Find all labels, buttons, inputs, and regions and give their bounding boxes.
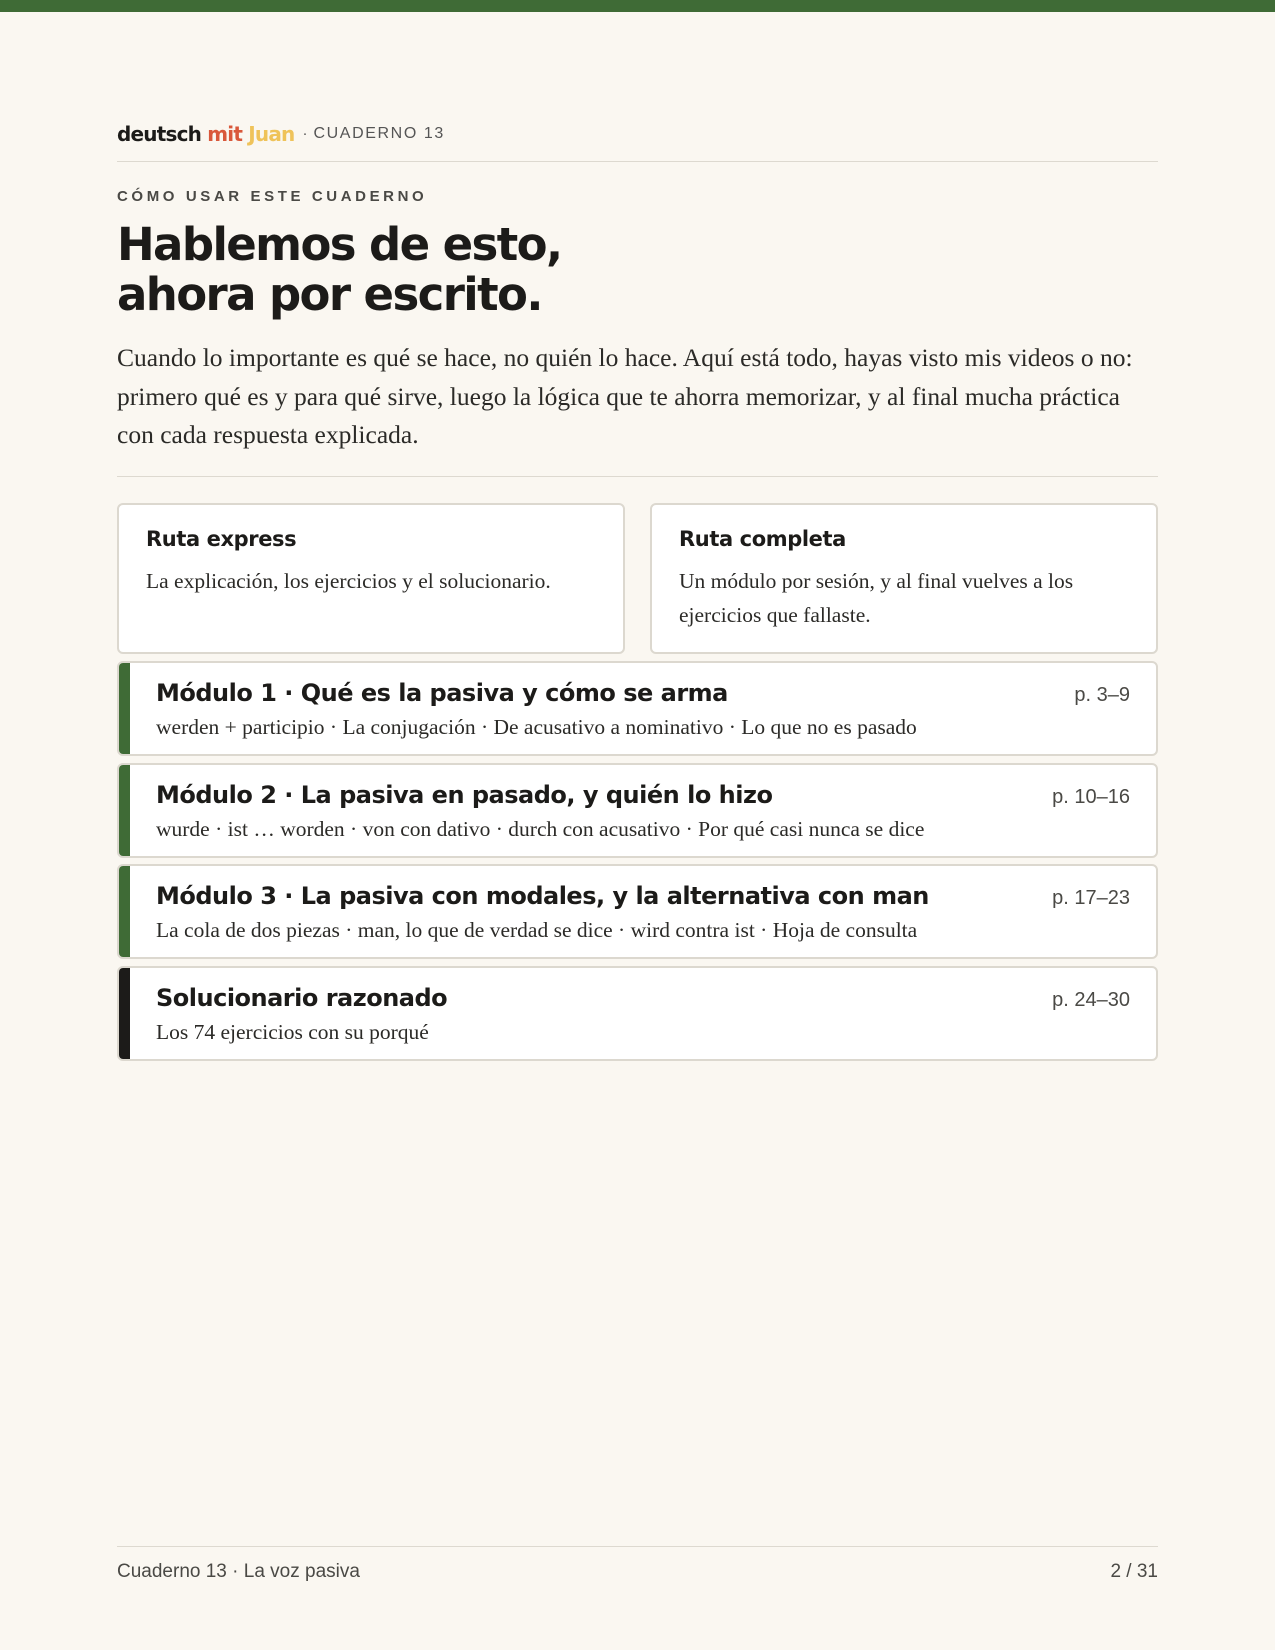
module-card-1[interactable]	[117, 661, 1158, 756]
header-separator: ·	[302, 125, 308, 142]
brand-word-mit: mit	[207, 122, 243, 146]
module-card-2[interactable]	[117, 763, 1158, 858]
page-number: 2 / 31	[1110, 1561, 1158, 1582]
module-title: Solucionario razonado	[156, 984, 448, 1012]
brand-logo	[117, 122, 295, 146]
module-title: Módulo 2 · La pasiva en pasado, y quién lo hizo	[156, 781, 773, 809]
module-stripe	[119, 663, 130, 754]
module-pages: p. 3–9	[1074, 684, 1130, 706]
route-title: Ruta express	[146, 527, 297, 551]
module-card-3[interactable]	[117, 864, 1158, 959]
intro-paragraph: Cuando lo importante es qué se hace, no quién lo hace. Aquí está todo, hayas visto mis videos o no: primero qué es y para qué sirve, luego la lógica que te ahorra memorizar, y al final mucha práctica con cada respuesta explicada.	[117, 343, 1133, 449]
module-topics: wurde · ist … worden · von con dativo · durch con acusativo · Por qué casi nunca se dice	[156, 817, 925, 841]
title-line-1: Hablemos de esto,	[117, 218, 562, 271]
brand-word-deutsch: deutsch	[117, 122, 202, 146]
module-topics: Los 74 ejercicios con su porqué	[156, 1020, 429, 1044]
module-stripe	[119, 866, 130, 957]
module-stripe	[119, 968, 130, 1059]
route-description: La explicación, los ejercicios y el solucionario.	[146, 569, 551, 593]
footer-title: Cuaderno 13 · La voz pasiva	[117, 1561, 360, 1582]
section-eyebrow: CÓMO USAR ESTE CUADERNO	[117, 188, 428, 205]
page-title	[117, 220, 1017, 320]
module-pages: p. 24–30	[1052, 989, 1130, 1011]
page	[117, 0, 1158, 1650]
module-topics: werden + participio · La conjugación · De acusativo a nominativo · Lo que no es pasado	[156, 715, 917, 739]
route-description: Un módulo por sesión, y al final vuelves a los ejercicios que fallaste.	[679, 569, 1074, 627]
module-topics: La cola de dos piezas · man, lo que de verdad se dice · wird contra ist · Hoja de consulta	[156, 918, 918, 942]
footer-divider	[117, 1546, 1158, 1547]
route-card-express	[117, 503, 625, 654]
title-line-2: ahora por escrito.	[117, 268, 542, 321]
module-title: Módulo 3 · La pasiva con modales, y la alternativa con man	[156, 882, 929, 910]
module-title: Módulo 1 · Qué es la pasiva y cómo se arma	[156, 679, 728, 707]
divider	[117, 476, 1158, 477]
page-header	[117, 122, 1158, 162]
route-title: Ruta completa	[679, 527, 846, 551]
route-card-complete	[650, 503, 1158, 654]
module-pages: p. 17–23	[1052, 887, 1130, 909]
brand-word-juan: Juan	[248, 122, 295, 146]
module-pages: p. 10–16	[1052, 786, 1130, 808]
module-card-solutions[interactable]	[117, 966, 1158, 1061]
notebook-label: CUADERNO 13	[313, 125, 445, 142]
module-stripe	[119, 765, 130, 856]
